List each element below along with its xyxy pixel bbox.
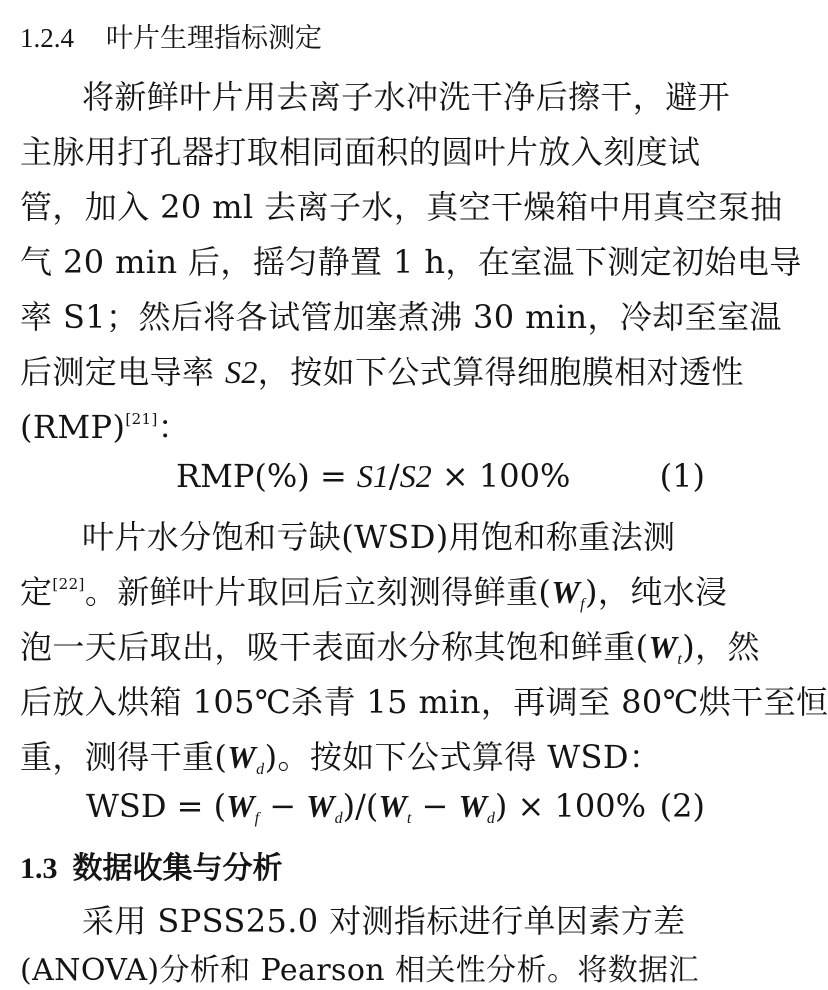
- eq1-slash: /: [388, 457, 400, 495]
- para1-line-3: 管，加入 20 ml 去离子水，真空干燥箱中用真空泵抽: [20, 188, 783, 226]
- eq2-sub-f: f: [254, 810, 260, 827]
- eq2-sub-d: d: [334, 810, 343, 827]
- citation-22: [22]: [52, 575, 85, 593]
- var-s2: S2: [224, 354, 258, 390]
- eq2-part-a: WSD = (: [86, 787, 227, 825]
- eq1-s2: S2: [399, 458, 432, 494]
- colon: ：: [157, 408, 191, 446]
- para2-line-2-pre: 定: [20, 573, 53, 611]
- para1-line-6: [20, 347, 744, 393]
- para1-line-7: [20, 402, 190, 448]
- eq2-sub-d: d: [486, 810, 495, 827]
- para2-line-3-post: )，然: [682, 628, 760, 666]
- para3-line-1: 采用 SPSS25.0 对测指标进行单因素方差: [82, 902, 686, 940]
- para2-line-2: [20, 567, 728, 613]
- citation-21: [21]: [125, 410, 158, 428]
- para2-line-5-pre: 重，测得干重(: [20, 738, 228, 776]
- para1-line-5: 率 S1；然后将各试管加塞煮沸 30 min，冷却至室温: [20, 298, 782, 336]
- sub-f: f: [580, 596, 586, 613]
- para2-line-5: [20, 732, 661, 778]
- para2-line-3: [20, 622, 760, 668]
- para1-line-4: 气 20 min 后，摇匀静置 1 h，在室温下测定初始电导: [20, 243, 802, 281]
- section-heading-1-3: [20, 843, 283, 887]
- para2-line-3-pre: 泡一天后取出，吸干表面水分称其饱和鲜重(: [20, 628, 649, 666]
- para2-line-2-post: )，纯水浸: [585, 573, 728, 611]
- eq2-minus: −: [259, 787, 307, 825]
- rmp-abbrev: (RMP): [20, 408, 126, 446]
- para2-line-1: 叶片水分饱和亏缺(WSD)用饱和称重法测: [82, 518, 676, 556]
- equation-2-number: (2): [659, 787, 705, 825]
- eq1-s1: S1: [356, 458, 389, 494]
- eq2-w: W: [306, 788, 335, 824]
- equation-1-number: (1): [659, 457, 705, 495]
- var-w: W: [648, 629, 678, 665]
- eq2-part-c: ) × 100%: [494, 787, 647, 825]
- eq1-rest: × 100%: [431, 457, 571, 495]
- eq2-w: W: [458, 788, 487, 824]
- equation-2: [86, 787, 646, 825]
- section-number: 1.3: [20, 852, 58, 885]
- equation-1: [176, 457, 570, 495]
- section-title: 叶片生理指标测定: [106, 23, 322, 54]
- var-w: W: [227, 739, 257, 775]
- eq2-part-b: )/(: [342, 787, 379, 825]
- eq2-minus: −: [411, 787, 459, 825]
- var-w: W: [551, 574, 581, 610]
- para1-line-2: 主脉用打孔器打取相同面积的圆叶片放入刻度试: [20, 133, 701, 171]
- para2-line-2-mid: 。新鲜叶片取回后立刻测得鲜重(: [84, 573, 552, 611]
- section-heading-1-2-4: [20, 16, 322, 55]
- eq1-lhs: RMP(%) =: [176, 457, 357, 495]
- para1-line-1: 将新鲜叶片用去离子水冲洗干净后擦干，避开: [82, 78, 731, 116]
- para2-line-5-post: )。按如下公式算得 WSD：: [264, 738, 662, 776]
- section-number: 1.2.4: [20, 23, 74, 53]
- eq2-sub-t: t: [406, 810, 412, 827]
- para1-line-6-pre: 后测定电导率: [20, 353, 225, 391]
- para3-line-2: (ANOVA)分析和 Pearson 相关性分析。将数据汇: [20, 953, 699, 988]
- para1-line-6-post: ，按如下公式算得细胞膜相对透性: [257, 353, 744, 391]
- section-title: 数据收集与分析: [72, 852, 283, 885]
- eq2-w: W: [378, 788, 407, 824]
- eq2-w: W: [226, 788, 255, 824]
- para2-line-4: 后放入烘箱 105℃杀青 15 min，再调至 80℃烘干至恒: [20, 683, 828, 721]
- sub-t: t: [677, 651, 683, 668]
- sub-d: d: [256, 761, 265, 778]
